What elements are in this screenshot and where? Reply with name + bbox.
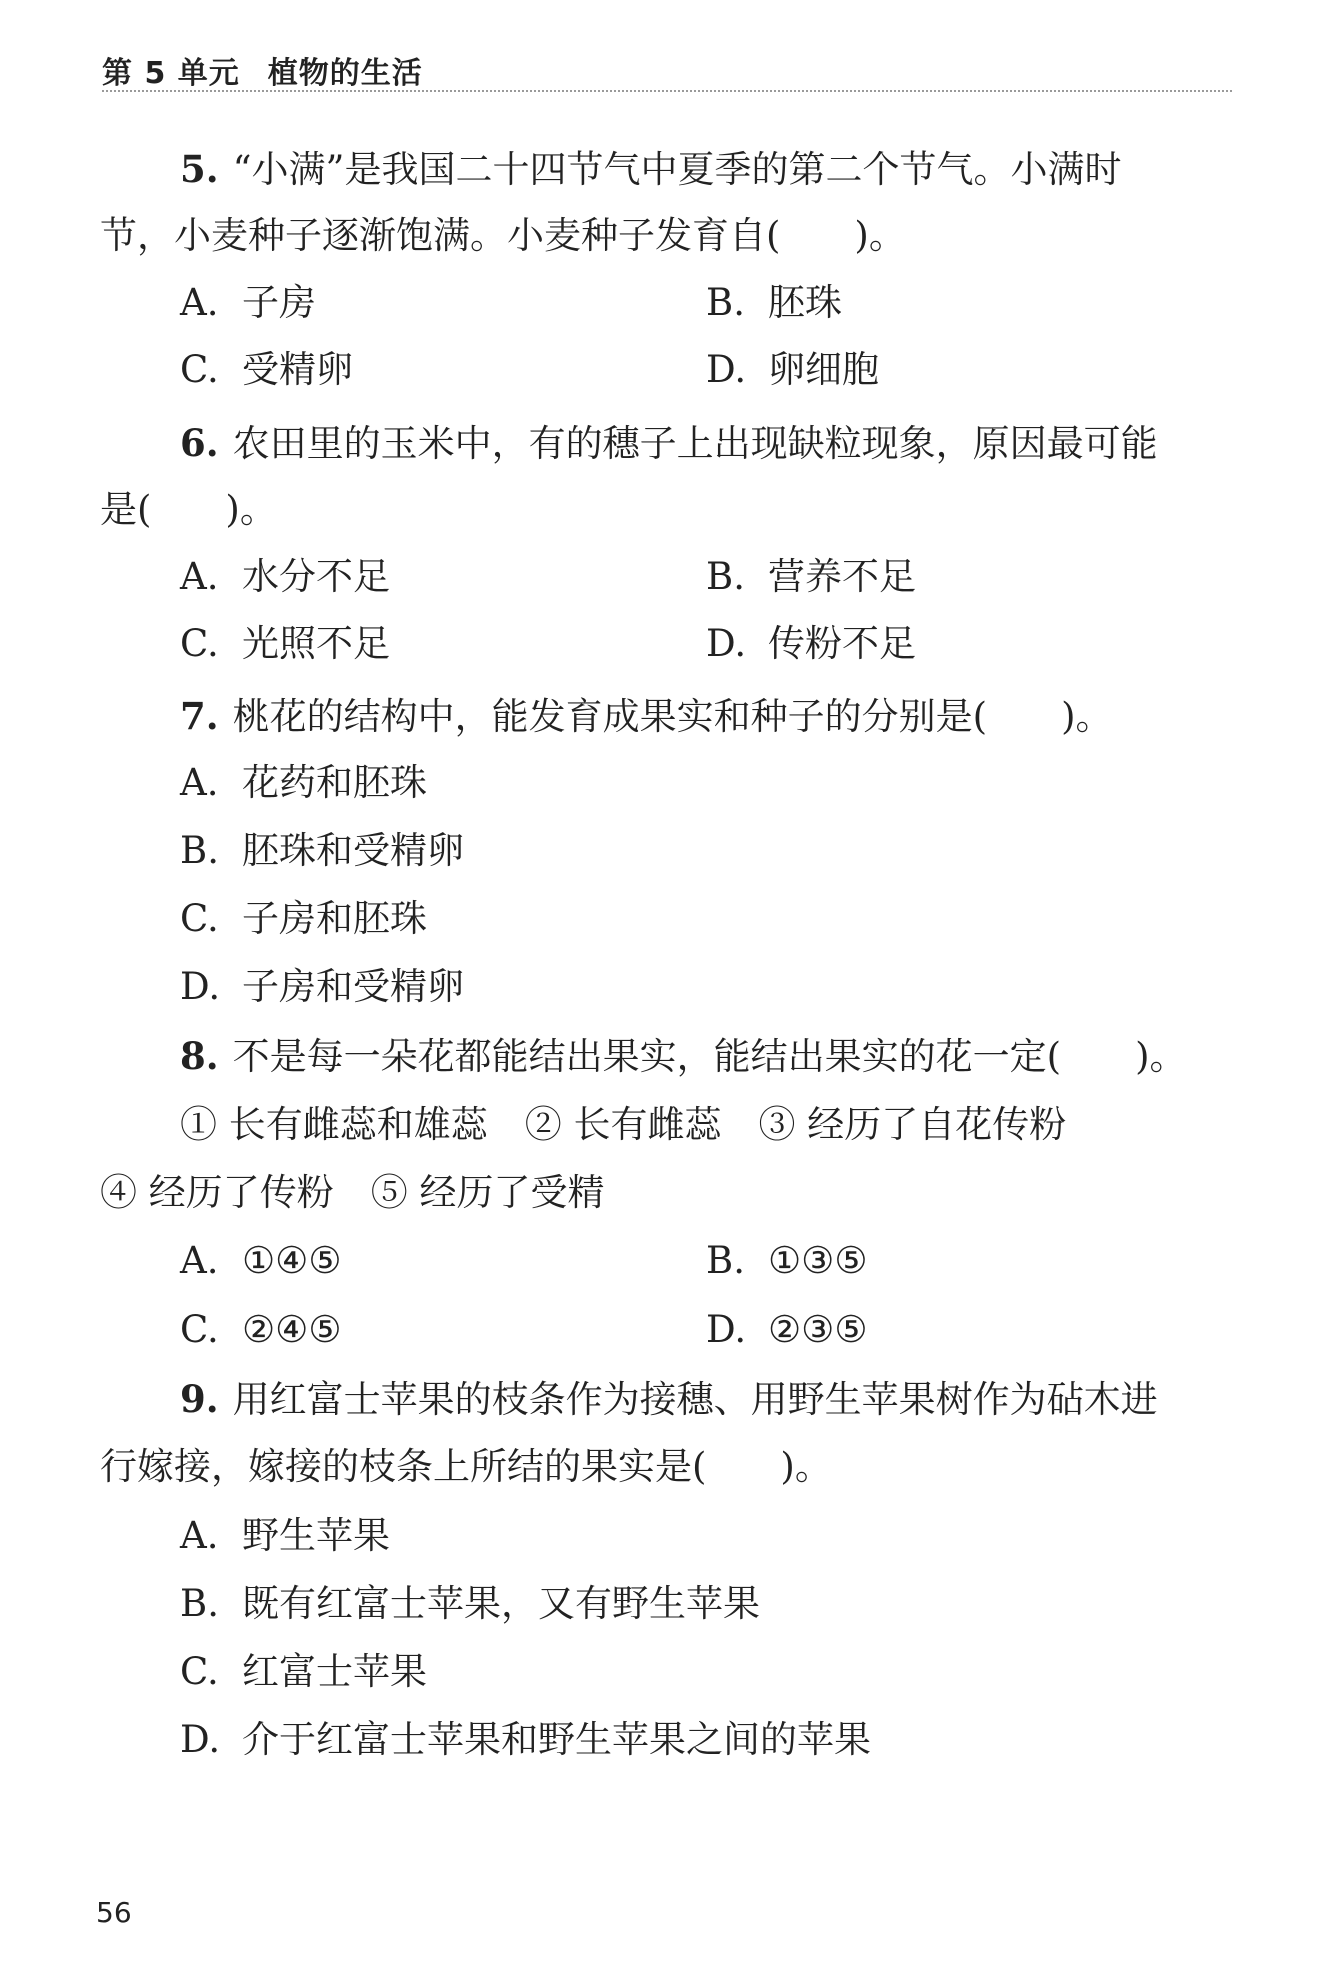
option-letter: C. (180, 1650, 219, 1693)
option-text: ②④⑤ (242, 1308, 342, 1351)
question-9-option-d (180, 1716, 871, 1764)
question-text: 农田里的玉米中，有的穗子上出现缺粒现象，原因最可能 (232, 422, 1158, 465)
option-text: 水分不足 (242, 555, 390, 598)
option-letter: B. (180, 829, 219, 872)
option-letter: D. (706, 622, 747, 665)
option-letter: B. (706, 1239, 745, 1282)
question-6-option-b (706, 553, 916, 601)
option-letter: C. (180, 897, 219, 940)
question-6-option-a (180, 553, 390, 601)
option-text: ①④⑤ (242, 1239, 342, 1282)
option-text: 胚珠 (768, 281, 842, 324)
option-text: 营养不足 (768, 555, 916, 598)
option-text: 子房和胚珠 (242, 897, 427, 940)
question-6-stem-line-1 (180, 419, 1158, 468)
question-8-option-c (180, 1306, 342, 1354)
question-9-option-b (180, 1580, 760, 1628)
question-7-stem-line-1 (180, 692, 1113, 741)
option-letter: C. (180, 348, 219, 391)
question-9-option-a (180, 1512, 390, 1560)
question-number: 5. (180, 147, 219, 191)
option-text: 既有红富士苹果，又有野生苹果 (242, 1582, 760, 1625)
question-8-stem-line-1 (180, 1032, 1187, 1081)
question-5-option-c (180, 346, 353, 394)
page-number: 56 (96, 1896, 132, 1929)
option-text: 野生苹果 (242, 1514, 390, 1557)
option-text: ①③⑤ (768, 1239, 868, 1282)
option-text: 胚珠和受精卵 (242, 829, 464, 872)
question-6-stem-line-2: 是( )。 (100, 488, 277, 531)
option-letter: A. (180, 761, 219, 804)
option-letter: A. (180, 555, 219, 598)
question-8-statements-line-2: ④ 经历了传粉 ⑤ 经历了受精 (100, 1171, 605, 1214)
running-header (102, 48, 423, 92)
question-number: 7. (180, 694, 219, 738)
option-letter: B. (706, 281, 745, 324)
option-text: 红富士苹果 (242, 1650, 427, 1693)
unit-label: 第 5 单元 (102, 56, 240, 91)
option-text: 介于红富士苹果和野生苹果之间的苹果 (242, 1718, 871, 1761)
question-7-option-a (180, 759, 427, 807)
question-7-option-d (180, 963, 464, 1011)
option-text: 传粉不足 (768, 622, 916, 665)
question-5-option-a (180, 279, 316, 327)
option-text: 光照不足 (242, 622, 390, 665)
question-8-option-d (706, 1306, 868, 1354)
option-letter: D. (706, 348, 747, 391)
option-letter: C. (180, 1308, 219, 1351)
option-letter: A. (180, 1514, 219, 1557)
option-letter: C. (180, 622, 219, 665)
header-divider (102, 90, 1232, 92)
question-text: 桃花的结构中，能发育成果实和种子的分别是( )。 (232, 695, 1113, 738)
question-text: 不是每一朵花都能结出果实，能结出果实的花一定( )。 (232, 1035, 1187, 1078)
question-8-option-a (180, 1237, 342, 1285)
question-7-option-c (180, 895, 427, 943)
question-6-option-c (180, 620, 390, 668)
option-text: 受精卵 (242, 348, 353, 391)
question-6-option-d (706, 620, 916, 668)
option-letter: A. (180, 1239, 219, 1282)
option-text: 卵细胞 (768, 348, 879, 391)
question-8-option-b (706, 1237, 868, 1285)
question-8-statements-line-1: ① 长有雌蕊和雄蕊 ② 长有雌蕊 ③ 经历了自花传粉 (180, 1103, 1067, 1146)
question-5-stem-line-1 (180, 145, 1121, 194)
question-number: 8. (180, 1034, 219, 1078)
question-5-option-d (706, 346, 879, 394)
option-text: ②③⑤ (768, 1308, 868, 1351)
option-text: 子房和受精卵 (242, 965, 464, 1008)
question-5-stem-line-2: 节，小麦种子逐渐饱满。小麦种子发育自( )。 (100, 214, 906, 257)
question-text: 用红富士苹果的枝条作为接穗、用野生苹果树作为砧木进 (232, 1378, 1158, 1421)
question-text: “小满”是我国二十四节气中夏季的第二个节气。小满时 (232, 148, 1122, 191)
option-letter: D. (706, 1308, 747, 1351)
section-title: 植物的生活 (267, 56, 423, 91)
question-number: 9. (180, 1377, 219, 1421)
option-text: 子房 (242, 281, 316, 324)
option-letter: A. (180, 281, 219, 324)
option-letter: D. (180, 1718, 221, 1761)
question-number: 6. (180, 421, 219, 465)
question-9-stem-line-1 (180, 1375, 1158, 1424)
option-text: 花药和胚珠 (242, 761, 427, 804)
option-letter: B. (706, 555, 745, 598)
question-5-option-b (706, 279, 842, 327)
question-7-option-b (180, 827, 464, 875)
question-9-stem-line-2: 行嫁接，嫁接的枝条上所结的果实是( )。 (100, 1445, 832, 1488)
option-letter: B. (180, 1582, 219, 1625)
option-letter: D. (180, 965, 221, 1008)
question-9-option-c (180, 1648, 427, 1696)
